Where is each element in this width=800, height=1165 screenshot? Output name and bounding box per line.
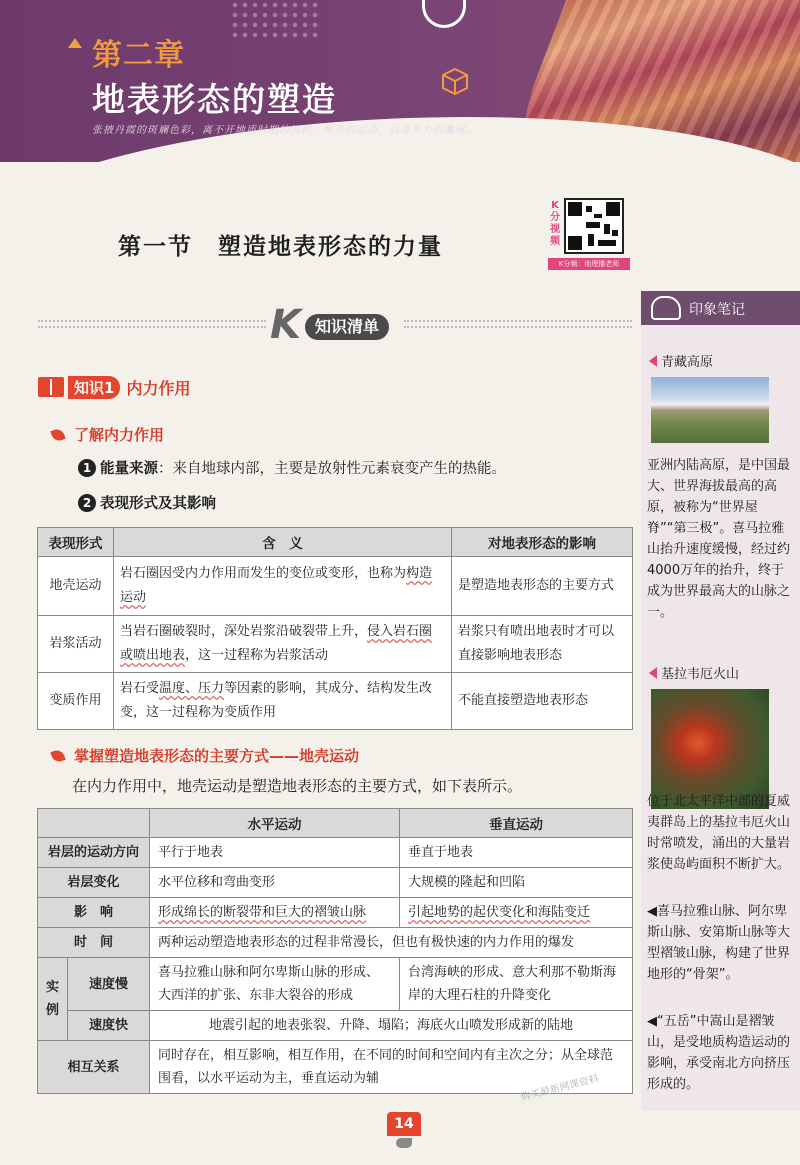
table-row <box>38 557 633 616</box>
item-label: 表现形式及其影响 <box>100 496 216 512</box>
banner-dot-pattern <box>230 0 320 40</box>
table-header: 对地表形态的影响 <box>452 528 633 557</box>
item-energy-source <box>78 457 506 478</box>
subheading-text: 了解内力作用 <box>74 426 165 444</box>
bird-icon <box>396 1138 412 1148</box>
table-cell: 地震引起的地表张裂、升降、塌陷；海底火山喷发形成新的陆地 <box>150 1011 633 1041</box>
row-label: 速度快 <box>68 1011 150 1041</box>
sidebar-header <box>641 291 800 325</box>
note-text-plateau: 亚洲内陆高原，是中国最大、世界海拔最高的高原，被称为“世界屋脊”“第三极”。喜马拉雅山抬升速度缓慢，经过约4000万年的抬升，终于成为世界最高大的山脉之一。 <box>647 458 791 620</box>
knowledge-point-tag: 知识1 <box>68 376 120 399</box>
row-label: 相互关系 <box>38 1041 150 1094</box>
table-row <box>38 898 633 928</box>
subheading-text: 掌握塑造地表形态的主要方式——地壳运动 <box>74 747 360 765</box>
knowledge-point-heading <box>38 376 190 398</box>
row-label: 速度慢 <box>68 958 150 1011</box>
sidebar-title: 印象笔记 <box>689 302 745 318</box>
item-text: ：来自地球内部，主要是放射性元素衰变产生的热能。 <box>158 461 506 477</box>
subheading-understand <box>52 424 164 445</box>
table-cell: 地壳运动 <box>38 557 114 616</box>
note-label-volcano: 基拉韦厄火山 <box>649 663 739 682</box>
knowledge-point-title: 内力作用 <box>126 378 191 398</box>
table-row <box>38 616 633 673</box>
table-header: 垂直运动 <box>400 809 633 838</box>
qr-caption: K分频：地理播老师 <box>548 258 630 270</box>
table-cell: 垂直于地表 <box>400 838 633 868</box>
arrow-icon <box>649 355 657 367</box>
k-logo-icon: K <box>270 302 301 348</box>
table-row <box>38 958 633 1011</box>
table-header: 水平运动 <box>150 809 400 838</box>
number-2-icon: 2 <box>78 494 96 512</box>
table-cell: 平行于地表 <box>150 838 400 868</box>
internal-force-table <box>37 527 633 730</box>
table-cell: 岩石圈因受内力作用而发生的变位或变形，也称为构造运动 <box>114 557 452 616</box>
watermark: 购买最新网课资料 <box>519 1073 601 1104</box>
page-number: 14 <box>387 1112 421 1136</box>
table-cell: 岩浆只有喷出地表时才可以直接影响地表形态 <box>452 616 633 673</box>
crustal-movement-table <box>37 808 633 1094</box>
table-row <box>38 838 633 868</box>
section-title: 第一节 塑造地表形态的力量 <box>118 233 443 260</box>
elephant-icon <box>651 296 681 320</box>
item-label: 能量来源 <box>100 461 158 477</box>
table-cell: 水平位移和弯曲变形 <box>150 868 400 898</box>
arrow-icon <box>649 667 657 679</box>
intro-paragraph: 在内力作用中，地壳运动是塑造地表形态的主要方式，如下表所示。 <box>72 777 523 795</box>
table-row <box>38 928 633 958</box>
leaf-icon <box>50 748 65 763</box>
table-header: 表现形式 <box>38 528 114 557</box>
note-text-songshan: ◀“五岳”中嵩山是褶皱山，是受地质构造运动的影响，承受南北方向挤压形成的。 <box>647 1014 791 1092</box>
table-row <box>38 1011 633 1041</box>
book-icon <box>38 377 64 397</box>
row-label: 时 间 <box>38 928 150 958</box>
leaf-icon <box>50 427 65 442</box>
qr-code-icon[interactable] <box>564 198 624 254</box>
row-label: 实例 <box>38 958 68 1041</box>
table-row <box>38 868 633 898</box>
note-text-fold-mountains: ◀喜马拉雅山脉、阿尔卑斯山脉、安第斯山脉等大型褶皱山脉，构建了世界地形的“骨架”。 <box>647 904 791 982</box>
chapter-banner <box>0 0 800 162</box>
chapter-number: 第二章 <box>92 38 185 73</box>
table-cell: 引起地势的起伏变化和海陆变迁 <box>400 898 633 928</box>
divider-right <box>404 320 632 328</box>
table-cell: 当岩石圈破裂时，深处岩浆沿破裂带上升，侵入岩石圈或喷出地表，这一过程称为岩浆活动 <box>114 616 452 673</box>
qr-side-label: K分视频 <box>550 200 560 247</box>
table-cell: 岩浆活动 <box>38 616 114 673</box>
number-1-icon: 1 <box>78 459 96 477</box>
impression-notes-sidebar <box>641 291 800 1111</box>
table-cell: 两种运动塑造地表形态的过程非常漫长，但也有极快速的内力作用的爆发 <box>150 928 633 958</box>
note-label-plateau: 青藏高原 <box>649 351 713 370</box>
table-cell: 是塑造地表形态的主要方式 <box>452 557 633 616</box>
table-header: 含 义 <box>114 528 452 557</box>
banner-subtitle: 张掖丹霞的斑斓色彩，离不开地质时期的沉积、地壳的运动，以及外力的雕琢。 <box>92 125 477 136</box>
table-cell: 台湾海峡的形成、意大利那不勒斯海岸的大理石柱的升降变化 <box>400 958 633 1011</box>
knowledge-list-title: 知识清单 <box>305 314 389 340</box>
table-row <box>38 673 633 730</box>
row-label: 岩层变化 <box>38 868 150 898</box>
cube-icon <box>440 66 470 96</box>
table-cell: 不能直接塑造地表形态 <box>452 673 633 730</box>
chapter-title: 地表形态的塑造 <box>92 80 337 119</box>
item-forms <box>78 492 216 513</box>
table-cell: 变质作用 <box>38 673 114 730</box>
divider-left <box>38 320 266 328</box>
table-header <box>38 809 150 838</box>
note-text-volcano: 位于北太平洋中部的夏威夷群岛上的基拉韦厄火山时常喷发，涌出的大量岩浆使岛屿面积不断扩大。 <box>647 794 791 872</box>
table-cell: 喜马拉雅山脉和阿尔卑斯山脉的形成、大西洋的扩张、东非大裂谷的形成 <box>150 958 400 1011</box>
table-cell: 形成绵长的断裂带和巨大的褶皱山脉 <box>150 898 400 928</box>
table-cell: 岩石受温度、压力等因素的影响，其成分、结构发生改变，这一过程称为变质作用 <box>114 673 452 730</box>
table-cell: 大规模的隆起和凹陷 <box>400 868 633 898</box>
qinghai-tibet-plateau-photo <box>651 377 769 443</box>
subheading-crustal-movement <box>52 745 359 766</box>
triangle-icon <box>68 38 82 48</box>
row-label: 岩层的运动方向 <box>38 838 150 868</box>
table-cell: 同时存在，相互影响，相互作用，在不同的时间和空间内有主次之分；从全球范围看，以水平运动为主，垂直运动为辅 <box>150 1041 633 1094</box>
qr-code-block[interactable] <box>548 196 630 271</box>
row-label: 影 响 <box>38 898 150 928</box>
